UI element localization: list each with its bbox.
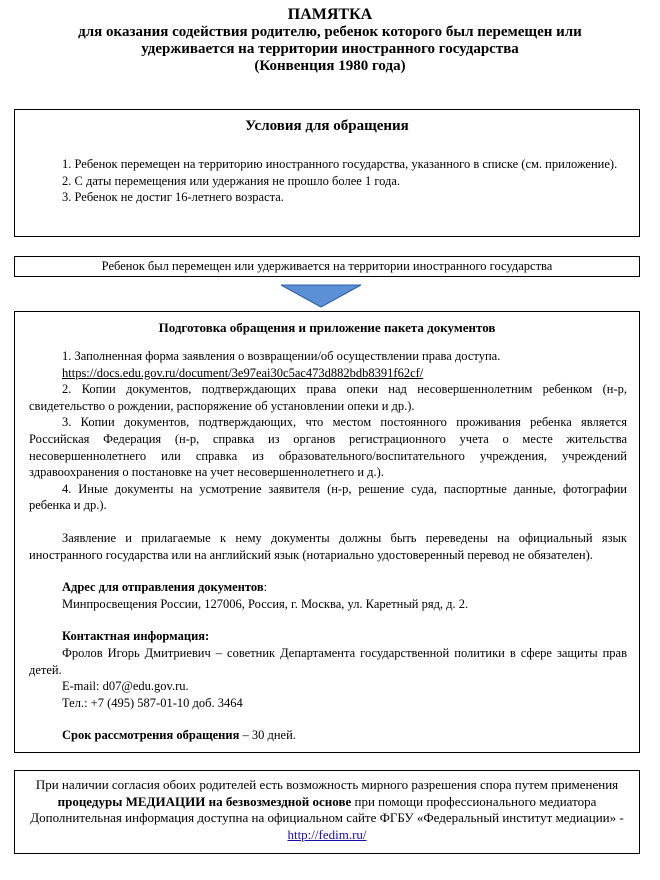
mediation-bold: процедуры МЕДИАЦИИ на безвозмездной основе [57,793,352,809]
fedim-link[interactable]: http://fedim.ru/ [287,826,367,842]
document-item-4: 4. Иные документы на усмотрение заявителя (н-р, решение суда, паспортные данные, фотографии ребенка и др.). [29,481,627,513]
mediation-text-2: при помощи профессионального медиатора Дополнительная информация доступна на официальном сайте ФГБУ «Федеральный институт медиации» - [30,793,624,825]
address-label: Адрес для отправления документов [62,580,264,595]
page-title: ПАМЯТКА [287,6,373,23]
contact-phone: Тел.: +7 (495) 587-01-10 доб. 3464 [62,695,243,710]
title-block [20,6,640,75]
down-arrow-shape [281,285,361,307]
document-item-2: 2. Копии документов, подтверждающих права опеки над несовершеннолетним ребенком (н-р, свидетельство о рождении, распоряжение об установлении опеки и др.). [29,382,627,413]
condition-item: 3. Ребенок не достиг 16-летнего возраста. [62,190,284,204]
translation-note: Заявление и прилагаемые к нему документы должны быть переведены на официальный язык иностранного государства или на английский язык (нотариально удостоверенный перевод не обязателен). [29,530,627,562]
mediation-text-1: При наличии согласия обоих родителей есть возможность мирного разрешения спора путем применения [35,777,619,792]
condition-item: 1. Ребенок перемещен на территорию иностранного государства, указанного в списке (см. приложение). [62,157,618,171]
moved-box: Ребенок был перемещен или удерживается на территории иностранного государства [14,256,640,277]
spacer [29,563,627,579]
form-link[interactable]: https://docs.edu.gov.ru/document/3e97eai30c5ac473d882bdb8391f62cf/ [62,365,424,380]
mediation-box [14,770,640,854]
subtitle-line-2: удерживается на территории иностранного государства [141,41,519,57]
conditions-heading: Условия для обращения [245,118,409,134]
contact-label-line [29,628,627,645]
document-item-1-link-line [29,365,627,382]
contact-label: Контактная информация: [62,629,210,644]
subtitle-line-1: для оказания содействия родителю, ребенок которого был перемещен или [78,24,582,40]
documents-content [29,348,627,744]
address-label-line [29,579,627,596]
contact-person: Фролов Игорь Дмитриевич – советник Департамента государственной политики в сфере защиты прав детей. [29,645,627,677]
condition-item: 2. С даты перемещения или удержания не прошло более 1 года. [62,173,401,188]
documents-box [14,311,640,753]
subtitle-line-3: (Конвенция 1980 года) [254,58,406,74]
conditions-box [14,109,640,237]
term-line [29,727,627,744]
down-arrow-icon [280,284,362,308]
spacer [29,711,627,727]
conditions-list [29,156,627,206]
contact-email: E-mail: d07@edu.gov.ru. [62,679,189,694]
document-item-1: 1. Заполненная форма заявления о возвращении/об осуществлении права доступа. [62,349,501,363]
address-colon: : [263,580,268,595]
documents-heading: Подготовка обращения и приложение пакета документов [158,320,496,335]
spacer [29,612,627,628]
term-value: – 30 дней. [239,728,296,743]
address-value: Минпросвещения России, 127006, Россия, г. Москва, ул. Каретный ряд, д. 2. [62,596,469,611]
term-label: Срок рассмотрения обращения [62,728,240,743]
spacer [29,514,627,530]
document-item-3: 3. Копии документов, подтверждающих, что местом постоянного проживания ребенка является Российская Федерация (н-р, справка из органов регистрационного учета о месте жительства несовершеннолетнего или справка из образовательного/воспитательного учреждения, учреждений здравоохранения о постановке на учет несовершеннолетнего и д.). [29,415,627,480]
